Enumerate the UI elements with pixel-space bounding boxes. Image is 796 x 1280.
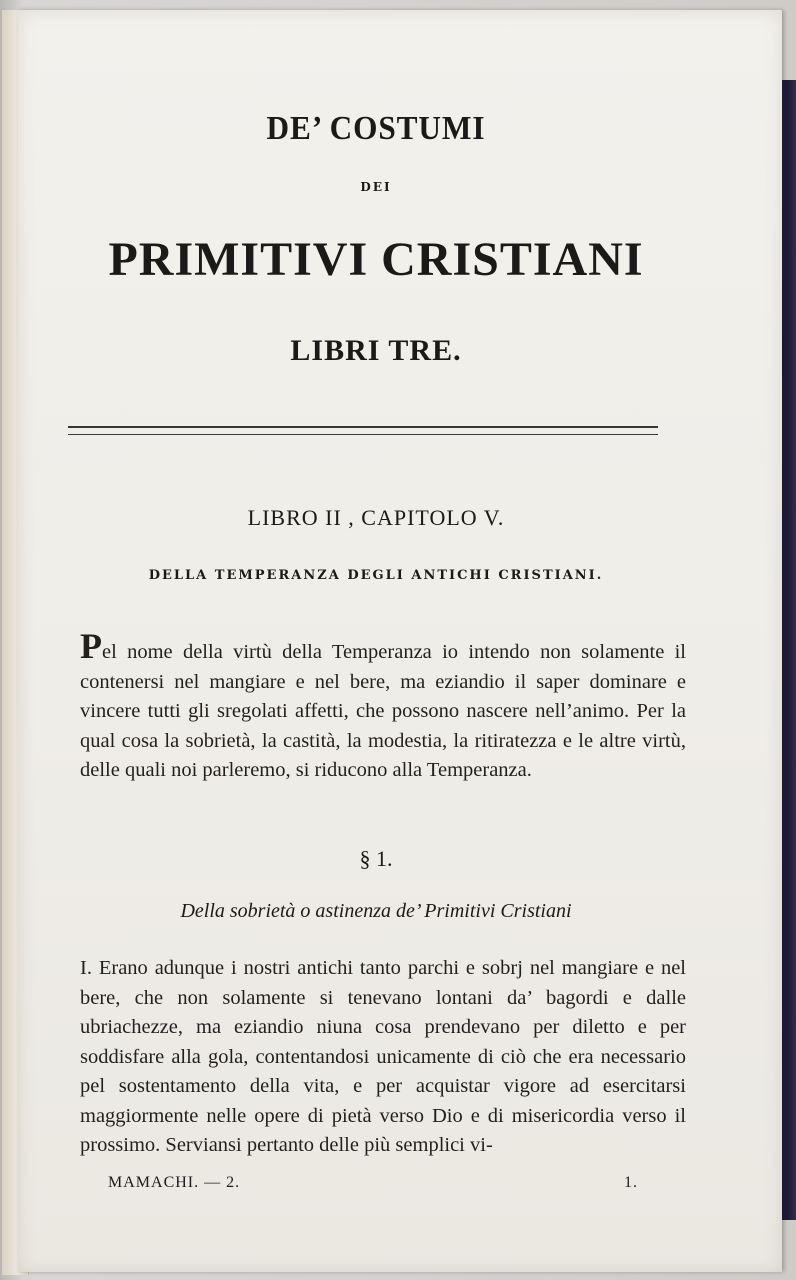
title-line-costumi: DE’ COSTUMI <box>266 110 486 147</box>
chapter-heading: LIBRO II , CAPITOLO V. <box>247 505 505 530</box>
paragraph-temperanza-text: el nome della virtù della Temperanza io intendo non solamente il contenersi nel mangiare e nel bere, ma eziandio il saper dominare e vincere tutti gli sregolati affetti, che possono nascere nell’animo. Per la qual cosa la sobrietà, la castità, la modestia, la ritiratezza e le altre virtù, delle quali noi parleremo, si riducono alla Temperanza. <box>80 641 686 781</box>
section-mark: § 1. <box>359 846 393 871</box>
drop-cap: P <box>80 626 102 666</box>
book-page <box>18 10 782 1272</box>
footer-signature: MAMACHI. — 2. <box>108 1174 241 1191</box>
footer-page-mark: 1. <box>624 1174 638 1191</box>
double-rule-divider <box>68 426 658 435</box>
title-line-dei: DEI <box>360 180 392 194</box>
title-line-libri: LIBRI TRE. <box>290 334 462 367</box>
paragraph-temperanza <box>80 626 686 786</box>
title-line-primitivi: PRIMITIVI CRISTIANI <box>108 233 644 286</box>
paragraph-sobrieta: I. Erano adunque i nostri antichi tanto parchi e sobrj nel mangiare e nel bere, che non solamente si tenevano lontani da’ bagordi e dalle ubriachezze, ma eziandio niuna cosa prendevano per diletto e per soddisfare alla gola, contentandosi unicamente di ciò che era necessario pel sostentamento della vita, e per acquistar vigore ad esercitarsi maggiormente nelle opere di pietà verso Dio e di misericordia verso il prossimo. Serviansi pertanto delle più semplici vi- <box>80 957 686 1156</box>
chapter-subtitle: DELLA TEMPERANZA DEGLI ANTICHI CRISTIANI. <box>148 568 604 583</box>
section-title: Della sobrietà o astinenza de’ Primitivi Cristiani <box>180 900 572 922</box>
page-footer <box>108 1174 638 1192</box>
